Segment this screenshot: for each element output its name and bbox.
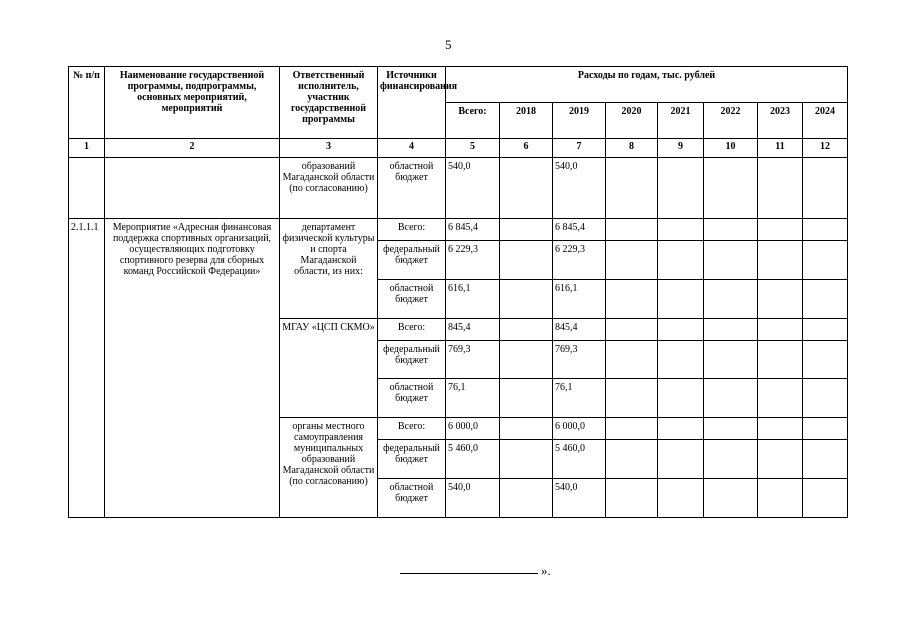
header-year: 2022 [704,103,758,139]
responsible-cell: органы местного самоуправления муниципальных образований Магаданской области (по согласованию) [280,418,378,518]
header-year: 2019 [553,103,606,139]
total-cell: 769,3 [446,340,500,379]
header-sources: Источники финансирования [378,67,446,139]
value-2019-cell: 6 000,0 [553,418,606,440]
column-number: 2 [105,139,280,158]
value-2019-cell: 6 229,3 [553,240,606,279]
total-cell: 616,1 [446,279,500,318]
page-number: 5 [445,37,452,52]
total-cell: 5 460,0 [446,440,500,479]
value-2019-cell: 845,4 [553,318,606,340]
header-year: 2023 [758,103,803,139]
source-cell: областной бюджет [378,279,446,318]
budget-table [68,66,848,518]
column-numbering-row [69,139,848,158]
column-number: 11 [758,139,803,158]
header-year: 2018 [500,103,553,139]
source-cell: областной бюджет [378,157,446,218]
total-cell: 76,1 [446,379,500,418]
source-cell: областной бюджет [378,479,446,518]
source-cell: Всего: [378,318,446,340]
column-number: 12 [803,139,848,158]
header-num: № п/п [69,67,105,139]
column-number: 1 [69,139,105,158]
source-cell: Всего: [378,418,446,440]
source-cell: федеральный бюджет [378,240,446,279]
header-year: 2021 [658,103,704,139]
measure-code: 2.1.1.1 [69,218,105,517]
table-row [69,157,848,218]
total-cell: 540,0 [446,157,500,218]
source-cell: федеральный бюджет [378,340,446,379]
source-cell: Всего: [378,218,446,240]
value-2019-cell: 5 460,0 [553,440,606,479]
responsible-cell: МГАУ «ЦСП СКМО» [280,318,378,418]
closing-quote: ». [541,563,551,578]
header-responsible: Ответственный исполнитель, участник государственной программы [280,67,378,139]
header-total: Всего: [446,103,500,139]
table-row [69,218,848,240]
column-number: 5 [446,139,500,158]
total-cell: 540,0 [446,479,500,518]
total-cell: 845,4 [446,318,500,340]
total-cell: 6 229,3 [446,240,500,279]
measure-name: Мероприятие «Адресная финансовая поддержка спортивных организаций, осуществляющих подготовку спортивного резерва для сборных команд Российской Федерации» [105,218,280,517]
total-cell: 6 845,4 [446,218,500,240]
value-2019-cell: 540,0 [553,157,606,218]
value-2019-cell: 540,0 [553,479,606,518]
column-number: 10 [704,139,758,158]
responsible-cell: департамент физической культуры и спорта Магаданской области, из них: [280,218,378,318]
column-number: 8 [606,139,658,158]
value-2019-cell: 616,1 [553,279,606,318]
value-2019-cell: 769,3 [553,340,606,379]
column-number: 9 [658,139,704,158]
total-cell: 6 000,0 [446,418,500,440]
signature-line [400,572,538,574]
responsible-cell: образований Магаданской области (по согласованию) [280,157,378,218]
header-name: Наименование государственной программы, подпрограммы, основных мероприятий, мероприятий [105,67,280,139]
source-cell: областной бюджет [378,379,446,418]
source-cell: федеральный бюджет [378,440,446,479]
header-year: 2020 [606,103,658,139]
column-number: 4 [378,139,446,158]
value-2019-cell: 6 845,4 [553,218,606,240]
column-number: 7 [553,139,606,158]
column-number: 3 [280,139,378,158]
value-2019-cell: 76,1 [553,379,606,418]
header-year: 2024 [803,103,848,139]
header-expenses: Расходы по годам, тыс. рублей [446,67,848,103]
column-number: 6 [500,139,553,158]
